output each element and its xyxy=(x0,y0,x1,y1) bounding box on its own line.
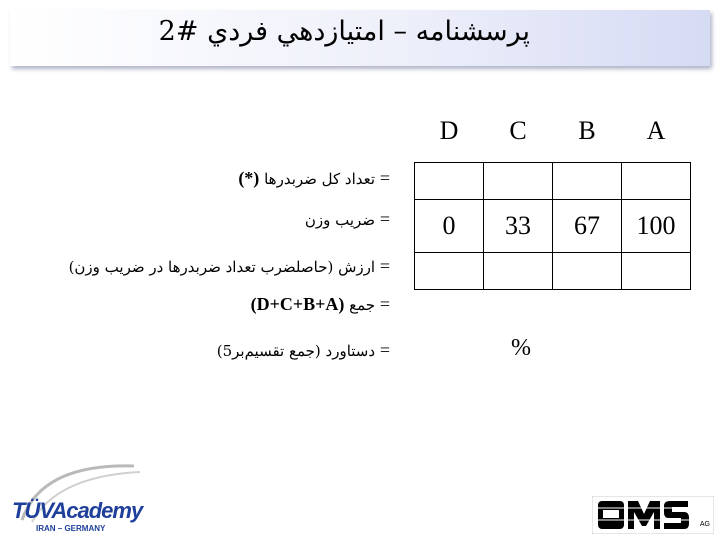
header-c: C xyxy=(509,116,527,145)
count-cell-a[interactable] xyxy=(622,163,691,200)
equals-sign: = xyxy=(379,294,390,314)
label-latin: (*) xyxy=(238,168,260,188)
result-percent: % xyxy=(511,335,531,361)
label-total-count xyxy=(238,168,390,189)
label-text: تعداد کل ضربدرها xyxy=(264,170,376,188)
value-cell-d[interactable] xyxy=(415,253,484,290)
label-sum xyxy=(251,294,390,315)
equals-sign: = xyxy=(379,340,390,360)
label-weight xyxy=(305,209,390,230)
header-b: B xyxy=(578,116,596,145)
weight-cell-a: 100 xyxy=(622,200,691,253)
logo-wordmark: TÜVAcademy xyxy=(12,498,143,523)
logo-suffix: AG xyxy=(699,521,710,528)
equals-sign: = xyxy=(379,256,390,276)
equals-sign: = xyxy=(379,168,390,188)
count-cell-c[interactable] xyxy=(484,163,553,200)
logo-subtitle: IRAN – GERMANY xyxy=(36,524,106,533)
label-value xyxy=(69,256,390,277)
ams-logo-mark xyxy=(592,496,714,534)
label-latin: (D+C+B+A) xyxy=(250,294,345,314)
value-cell-a[interactable] xyxy=(622,253,691,290)
equals-sign: = xyxy=(379,209,390,229)
label-text: ارزش (حاصلضرب تعداد ضربدرها در ضریب وزن) xyxy=(68,258,376,276)
ams-logo xyxy=(592,496,714,534)
score-table xyxy=(414,100,691,290)
label-result xyxy=(217,340,390,361)
count-cell-d[interactable] xyxy=(415,163,484,200)
tuv-academy-logo xyxy=(6,498,141,534)
label-text: جمع xyxy=(349,296,376,314)
weight-cell-c: 33 xyxy=(484,200,553,253)
label-text: ضریب وزن xyxy=(304,211,376,229)
count-cell-b[interactable] xyxy=(553,163,622,200)
label-text: دستاورد (جمع تقسیم‌بر5) xyxy=(216,342,376,360)
weight-cell-b: 67 xyxy=(553,200,622,253)
value-cell-b[interactable] xyxy=(553,253,622,290)
header-d: D xyxy=(439,116,459,145)
page-title: پرسشنامه – امتيازدهي فردي #2 xyxy=(158,16,530,47)
header-a: A xyxy=(646,116,666,145)
value-cell-c[interactable] xyxy=(484,253,553,290)
weight-cell-d: 0 xyxy=(415,200,484,253)
